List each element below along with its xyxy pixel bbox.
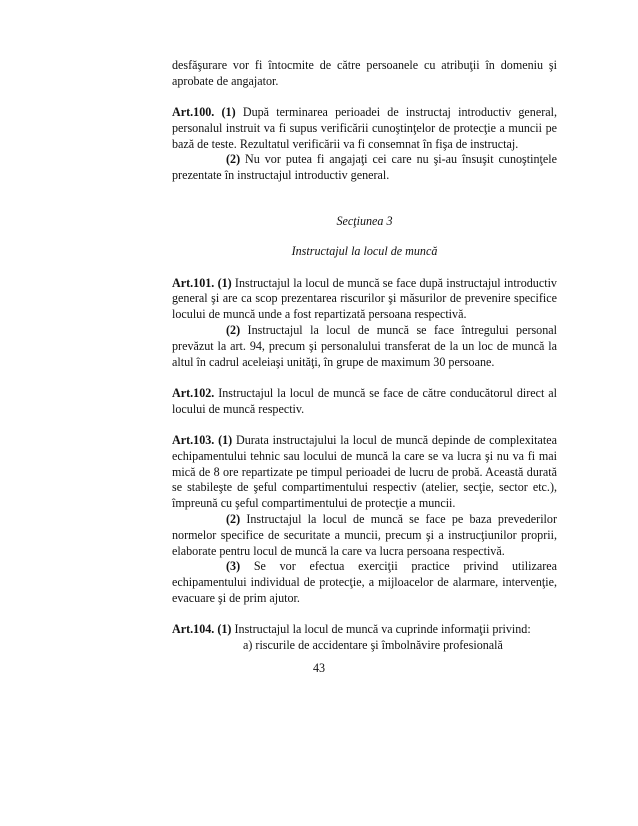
- article-103-para-2: [172, 512, 557, 559]
- paragraph-number: (1): [218, 433, 233, 448]
- article-100-para-1: [172, 105, 557, 152]
- paragraph-number: (2): [226, 152, 241, 167]
- paragraph-number: (1): [217, 275, 232, 290]
- page-content: [172, 58, 557, 654]
- article-number: Art.103.: [172, 433, 215, 448]
- paragraph-text: Instructajul la locul de muncă se face pe baza prevederilor normelor specifice de securitate a muncii, precum şi a instrucţiunilor proprii, elaborate pentru locul de muncă la care va lucra persoana respectivă.: [172, 512, 557, 558]
- paragraph-text: După terminarea perioadei de instructaj introductiv general, personalul instruit va fi supus verificării cunoştinţelor de protecţie a muncii pe bază de teste. Rezultatul verificării va fi consemnat în fişa de instructaj.: [172, 105, 557, 151]
- article-number: Art.102.: [172, 385, 215, 400]
- paragraph-number: (1): [221, 105, 236, 120]
- page-number: 43: [312, 661, 326, 675]
- continuation-paragraph: desfăşurare vor fi întocmite de către persoanele cu atribuţii în domeniu şi aprobate de angajator.: [172, 58, 557, 88]
- paragraph-number: (2): [226, 512, 241, 527]
- article-102: [172, 386, 557, 418]
- article-100-para-2: [172, 152, 557, 184]
- section-label: Secţiunea 3: [336, 214, 393, 229]
- article-number: Art.104.: [172, 622, 215, 637]
- article-101-para-1: [172, 276, 557, 323]
- paragraph-text: Durata instructajului la locul de muncă depinde de complexitatea echipamentului tehnic sau locului de muncă la care se va lucra şi nu va fi mai mică de 8 ore repartizate pe timpul perioadei de lucru de probă. Această durată se stabileşte de şeful compartimentului respectiv (atelier, secţie, sector etc.), împreună cu şeful compartimentului de protecţie a muncii.: [172, 433, 557, 511]
- paragraph-number: (1): [217, 622, 232, 637]
- paragraph-text: Instructajul la locul de muncă se face întregului personal prevăzut la art. 94, precum şi personalului transferat de la un loc de muncă la altul în cadrul aceleiaşi unităţi, în grupe de maximum 30 persoane.: [172, 323, 557, 369]
- paragraph-text: Se vor efectua exerciţii practice privind utilizarea echipamentului individual de protecţie, a mijloacelor de alarmare, intervenţie, evacuare şi de prim ajutor.: [172, 559, 557, 606]
- paragraph-text: Instructajul la locul de muncă se face după instructajul introductiv general şi are ca scop prezentarea riscurilor şi măsurilor de prevenire specifice locului de muncă unde a fost repartizată persoana respectivă.: [172, 275, 557, 322]
- article-101-para-2: [172, 323, 557, 370]
- article-103-para-3: [172, 559, 557, 606]
- article-number: Art.101.: [172, 275, 215, 290]
- article-number: Art.100.: [172, 105, 215, 120]
- paragraph-number: (2): [226, 323, 241, 338]
- article-103-para-1: [172, 433, 557, 512]
- section-title: Instructajul la locul de muncă: [291, 243, 438, 258]
- paragraph-text: Instructajul la locul de muncă se face de către conducătorul direct al locului de muncă respectiv.: [172, 385, 557, 416]
- paragraph-number: (3): [226, 559, 241, 574]
- paragraph-text: Nu vor putea fi angajaţi cei care nu şi-au însuşit cunoştinţele prezentate în instructajul introductiv general.: [172, 152, 557, 183]
- article-104-para-1: [172, 622, 557, 638]
- article-104-item-a: a) riscurile de accidentare şi îmbolnăvire profesională: [243, 638, 503, 653]
- paragraph-text: Instructajul la locul de muncă va cuprinde informaţii privind:: [231, 622, 531, 637]
